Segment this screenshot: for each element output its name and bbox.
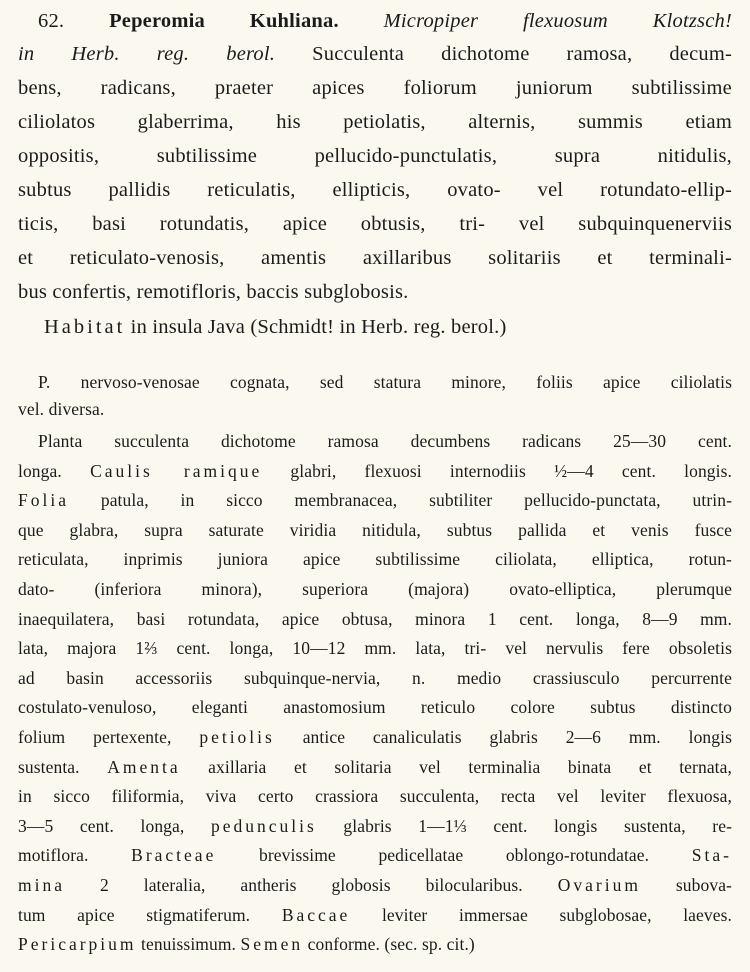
observation-line xyxy=(18,520,732,541)
observation-line xyxy=(18,490,732,511)
observation-text: que glabra, supra saturate viridia nitidula, subtus pallida et venis fusce xyxy=(18,519,732,540)
observation-text: costulato-venuloso, eleganti anastomosium reticulo colore subtus distincto xyxy=(18,697,732,718)
observation-line xyxy=(18,638,732,659)
observation-line: P. nervoso-venosae cognata, sed statura minore, foliis apice ciliolatis xyxy=(38,372,732,392)
spaced-term: Semen xyxy=(240,934,304,955)
diagnosis-line: ciliolatos glaberrima, his petiolatis, alternis, summis etiam xyxy=(18,111,732,133)
species-heading-line xyxy=(38,10,732,33)
observation-line xyxy=(18,609,732,630)
diagnosis-text: Succulenta dichotome ramosa, decum- xyxy=(312,43,733,65)
observation-text: motiflora. xyxy=(18,845,132,866)
observation-text: ad basin accessoriis subquinque-nervia, n. medio crassiusculo percurrente xyxy=(18,667,732,688)
observation-text: inaequilatera, basi rotundata, apice obtusa, minora 1 cent. longa, 8—9 mm. xyxy=(18,608,732,629)
observation-text: conforme. (sec. sp. cit.) xyxy=(303,934,475,955)
observation-line xyxy=(18,579,732,600)
observation-line xyxy=(18,668,732,689)
habitat-word: Habitat xyxy=(44,316,126,338)
observation-text: tenuissimum. xyxy=(136,934,241,955)
spaced-term: Sta- xyxy=(691,845,732,866)
observation-line: vel. diversa. xyxy=(18,399,105,419)
observation-text: axillaria et solitaria vel terminalia binata et ternata, xyxy=(180,756,732,777)
observation-text: 3—5 cent. longa, xyxy=(18,815,211,836)
observation-line xyxy=(18,786,732,807)
diagnosis-line xyxy=(18,43,732,66)
observation-text: glabri, flexuosi internodiis ½—4 cent. longis. xyxy=(262,460,733,481)
observation-line xyxy=(18,697,732,718)
observation-line xyxy=(18,549,732,570)
spaced-term: pedunculis xyxy=(210,815,317,836)
observation-text: brevissime pedicellatae oblongo-rotundatae. xyxy=(216,845,692,866)
observation-line xyxy=(18,875,732,896)
observation-line xyxy=(18,727,732,748)
observation-text: in sicco filiformia, viva certo crassiora succulenta, recta vel leviter flexuosa, xyxy=(18,786,732,807)
diagnosis-line: bens, radicans, praeter apices foliorum juniorum subtilissime xyxy=(18,77,732,99)
habitat-line xyxy=(44,316,750,339)
spaced-term: Folia xyxy=(18,490,69,511)
synonym: Micropiper flexuosum Klotzsch! xyxy=(383,10,733,32)
species-number: 62. xyxy=(38,10,65,32)
spaced-term: Ovarium xyxy=(557,875,641,895)
observation-line xyxy=(18,934,750,955)
observation-text: dato- (inferiora minora), superiora (majora) ovato-elliptica, plerumque xyxy=(18,579,732,599)
spaced-term: Bracteae xyxy=(131,845,217,866)
observation-line xyxy=(38,431,732,452)
observation-text: glabris 1—1⅓ cent. longis sustenta, re- xyxy=(316,815,732,836)
source: in Herb. reg. berol. xyxy=(18,43,276,65)
spaced-term: petiolis xyxy=(199,727,275,747)
observation-text: subova- xyxy=(640,875,732,895)
observation-text: reticulata, inprimis juniora apice subtilissime ciliolata, elliptica, rotun- xyxy=(18,549,732,570)
observation-text: longa. xyxy=(18,460,91,481)
observation-text: patula, in sicco membranacea, subtiliter pellucido-punctata, utrin- xyxy=(68,490,732,511)
observation-text: leviter immersae subglobosae, laeves. xyxy=(350,904,732,925)
spaced-term: Caulis ramique xyxy=(90,460,263,481)
observation-text: 2 lateralia, antheris globosis bilocularibus. xyxy=(65,875,558,895)
observation-text: antice canaliculatis glabris 2—6 mm. longis xyxy=(274,727,732,747)
observation-line xyxy=(18,757,732,778)
observation-line xyxy=(18,905,732,926)
diagnosis-line: bus confertis, remotifloris, baccis subglobosis. xyxy=(18,281,409,303)
spaced-term: Baccae xyxy=(281,904,351,925)
diagnosis-line: ticis, basi rotundatis, apice obtusis, tri- vel subquinquenerviis xyxy=(18,213,732,235)
diagnosis-line: subtus pallidis reticulatis, ellipticis, ovato- vel rotundato-ellip- xyxy=(18,179,732,201)
observation-line xyxy=(18,461,732,482)
observation-text: Planta succulenta dichotome ramosa decumbens radicans 25—30 cent. xyxy=(38,431,732,451)
spaced-term: Amenta xyxy=(107,756,181,777)
spaced-term: mina xyxy=(18,875,65,895)
spaced-term: Pericarpium xyxy=(18,934,137,955)
observation-line xyxy=(18,816,732,837)
observation-text: lata, majora 1⅔ cent. longa, 10—12 mm. lata, tri- vel nervulis fere obsoletis xyxy=(18,638,732,659)
diagnosis-line: et reticulato-venosis, amentis axillaribus solitariis et terminali- xyxy=(18,247,732,269)
habitat-text: in insula Java (Schmidt! in Herb. reg. berol.) xyxy=(130,316,507,338)
diagnosis-line: oppositis, subtilissime pellucido-punctulatis, supra nitidulis, xyxy=(18,145,732,167)
observation-text: folium pertexente, xyxy=(18,727,200,747)
species-name: Peperomia Kuhliana. xyxy=(109,10,339,32)
observation-line xyxy=(18,845,732,866)
observation-text: tum apice stigmatiferum. xyxy=(18,904,282,925)
observation-text: sustenta. xyxy=(18,756,108,777)
